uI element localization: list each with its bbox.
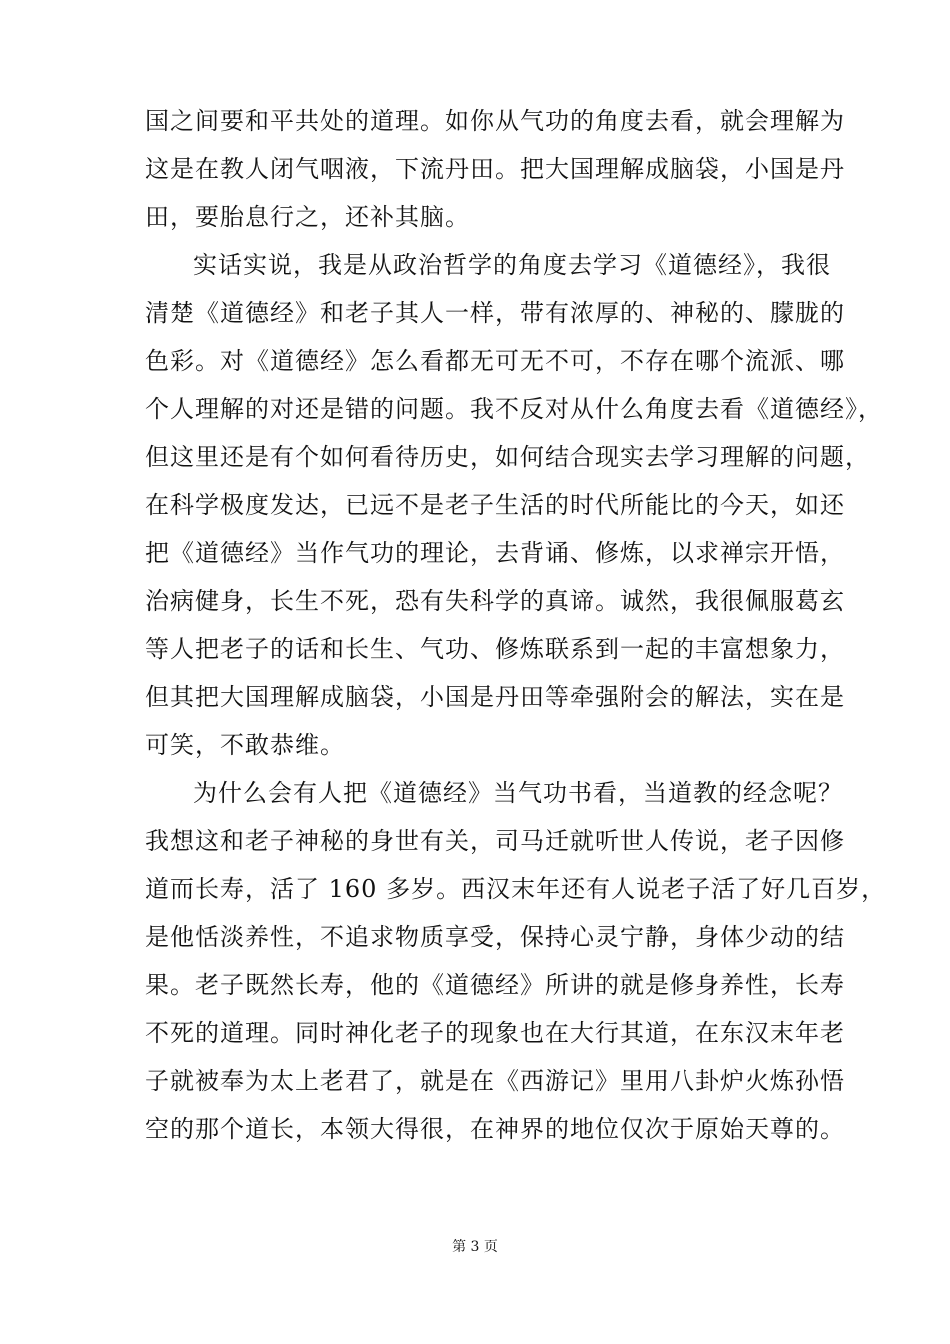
text-line: 但这里还是有个如何看待历史，如何结合现实去学习理解的问题，	[145, 443, 870, 471]
paragraph-2	[145, 241, 883, 769]
text-line: 实话实说，我是从政治哲学的角度去学习《道德经》，我很	[193, 251, 831, 279]
text-line: 色彩。对《道德经》怎么看都无可无不可，不存在哪个流派、哪	[145, 347, 845, 375]
text-line: 是他恬淡养性，不追求物质享受，保持心灵宁静，身体少动的结	[145, 923, 845, 951]
text-line: 治病健身，长生不死，恐有失科学的真谛。诚然，我很佩服葛玄	[145, 587, 845, 615]
text-line: 子就被奉为太上老君了，就是在《西游记》里用八卦炉火炼孙悟	[145, 1067, 845, 1095]
text-line: 在科学极度发达，已远不是老子生活的时代所能比的今天，如还	[145, 491, 845, 519]
text-line: 我想这和老子神秘的身世有关，司马迁就听世人传说，老子因修	[145, 827, 845, 855]
document-body	[145, 97, 887, 1153]
text-line: 不死的道理。同时神化老子的现象也在大行其道，在东汉末年老	[145, 1019, 845, 1047]
page-number: 第 3 页	[452, 1239, 498, 1255]
text-line: 田，要胎息行之，还补其脑。	[145, 203, 470, 231]
paragraph-3	[145, 769, 887, 1153]
text-line: 国之间要和平共处的道理。如你从气功的角度去看，就会理解为	[145, 107, 845, 135]
text-line: 清楚《道德经》和老子其人一样，带有浓厚的、神秘的、朦胧的	[145, 299, 845, 327]
text-line: 这是在教人闭气咽液，下流丹田。把大国理解成脑袋，小国是丹	[145, 155, 845, 183]
text-line: 等人把老子的话和长生、气功、修炼联系到一起的丰富想象力，	[145, 635, 845, 663]
text-line: 但其把大国理解成脑袋，小国是丹田等牵强附会的解法，实在是	[145, 683, 845, 711]
paragraph-1	[145, 97, 845, 241]
text-line: 把《道德经》当作气功的理论，去背诵、修炼，以求禅宗开悟，	[145, 539, 845, 567]
text-line: 可笑，不敢恭维。	[145, 731, 345, 759]
text-line: 道而长寿，活了 160 多岁。西汉末年还有人说老子活了好几百岁，	[145, 875, 887, 903]
text-line: 个人理解的对还是错的问题。我不反对从什么角度去看《道德经》，	[145, 395, 883, 423]
text-line: 果。老子既然长寿，他的《道德经》所讲的就是修身养性，长寿	[145, 971, 845, 999]
text-line: 空的那个道长，本领大得很，在神界的地位仅次于原始天尊的。	[145, 1115, 845, 1143]
text-line: 为什么会有人把《道德经》当气功书看，当道教的经念呢？	[193, 779, 843, 807]
